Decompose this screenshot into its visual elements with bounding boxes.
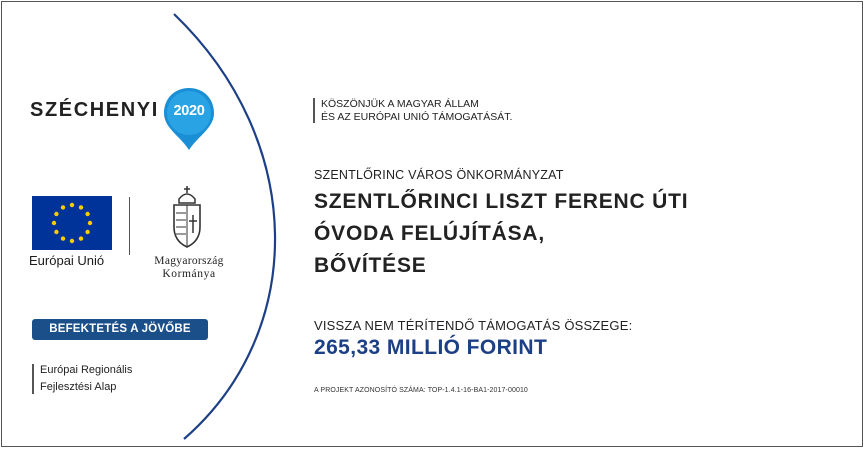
thanks-accent-bar: [313, 98, 315, 123]
project-title-line3: BŐVÍTÉSE: [314, 254, 427, 277]
eu-flag-icon: [32, 196, 112, 250]
poster-frame: [1, 1, 863, 447]
project-id: A PROJEKT AZONOSÍTÓ SZÁMA: TOP-1.4.1-16-BA1-2017-00010: [314, 387, 528, 394]
logo-divider: [129, 197, 130, 255]
eu-label: Európai Unió: [29, 253, 105, 268]
szechenyi-logo-text: SZÉCHENYI: [30, 99, 159, 121]
fund-label-line1: Európai Regionális: [40, 364, 133, 376]
project-title-line1: SZENTLŐRINCI LISZT FERENC ÚTI: [314, 190, 689, 213]
fund-accent-bar: [32, 364, 34, 394]
beneficiary-organization: SZENTLŐRINC VÁROS ÖNKORMÁNYZAT: [314, 168, 564, 182]
government-label-line2: Kormánya: [162, 268, 216, 280]
thanks-line1: KÖSZÖNJÜK A MAGYAR ÁLLAM: [321, 98, 479, 110]
government-label-line1: Magyarország: [154, 255, 224, 267]
szechenyi-pin-icon: [162, 86, 216, 152]
support-amount-label: VISSZA NEM TÉRÍTENDŐ TÁMOGATÁS ÖSSZEGE:: [314, 318, 633, 333]
hungarian-coat-of-arms-icon: [170, 185, 204, 249]
szechenyi-year: 2020: [173, 103, 205, 119]
project-title-line2: ÓVODA FELÚJÍTÁSA,: [314, 222, 546, 245]
support-amount-value: 265,33 MILLIÓ FORINT: [314, 336, 548, 359]
invest-future-badge: BEFEKTETÉS A JÖVŐBE: [32, 319, 208, 340]
thanks-line2: ÉS AZ EURÓPAI UNIÓ TÁMOGATÁSÁT.: [321, 111, 513, 123]
fund-label-line2: Fejlesztési Alap: [40, 381, 117, 393]
